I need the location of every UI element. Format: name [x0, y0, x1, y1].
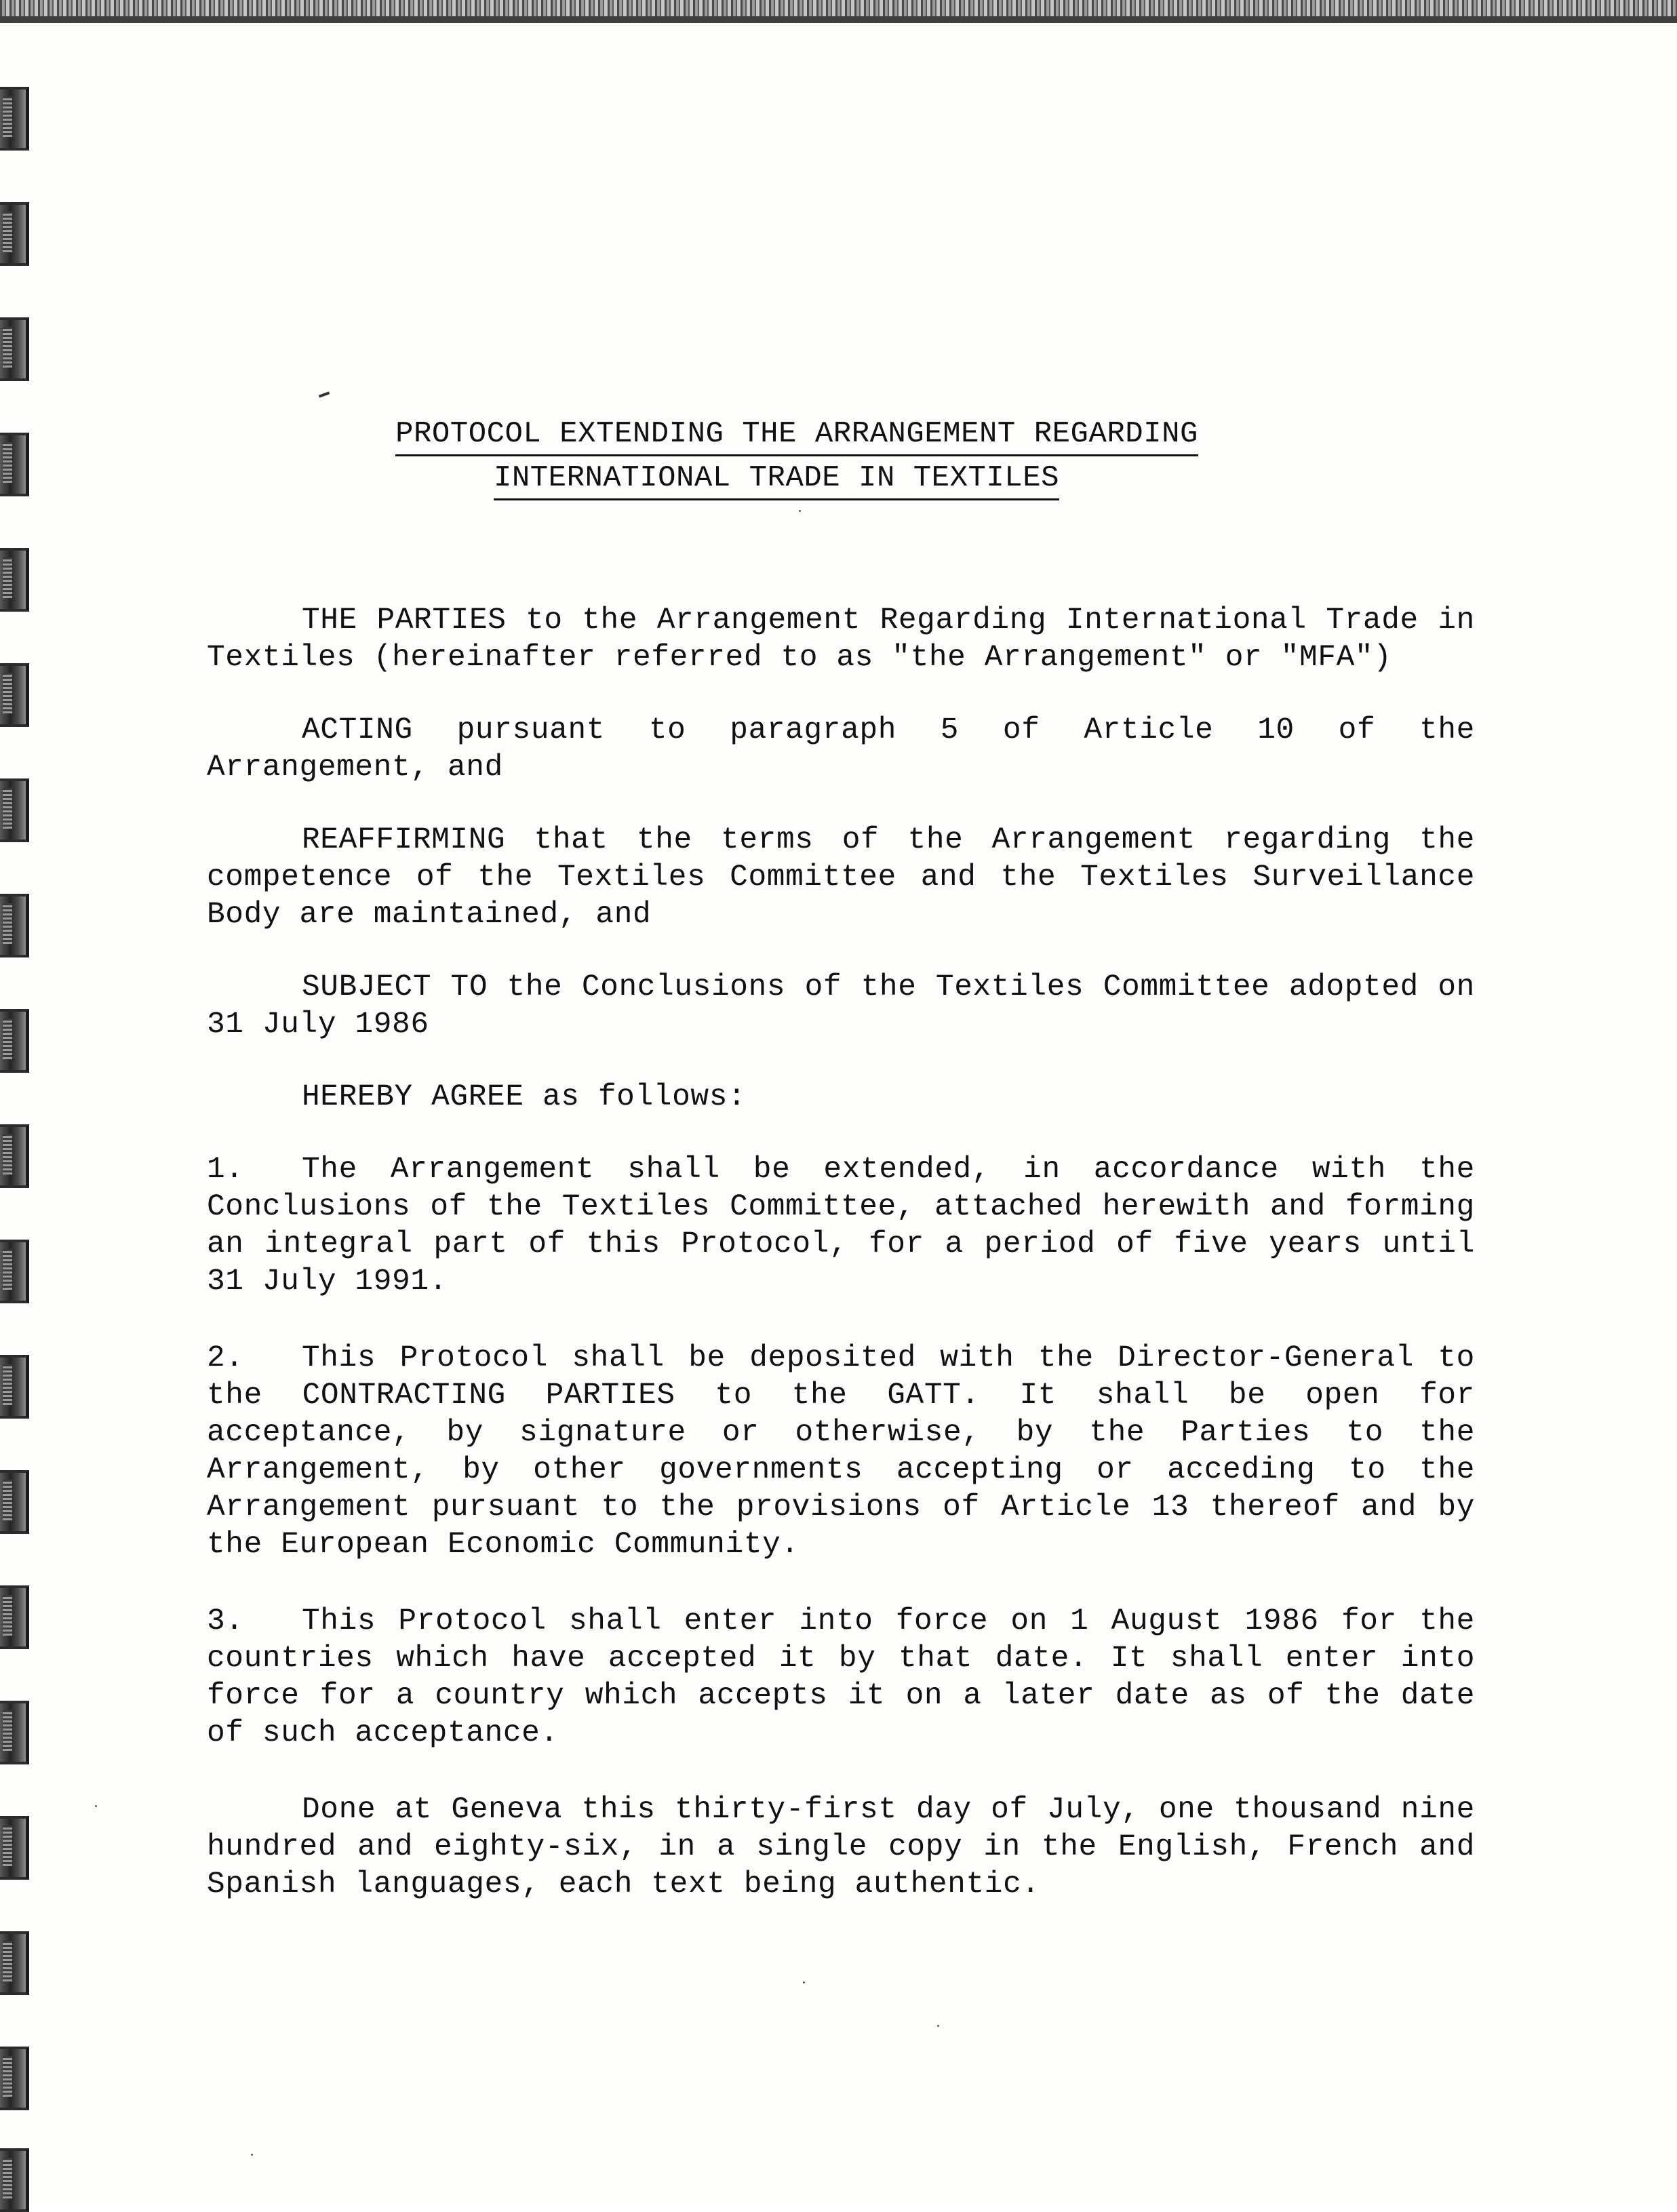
article-3	[207, 1603, 1475, 1752]
binding-hole	[0, 1585, 29, 1649]
article-number: 1.	[207, 1153, 244, 1187]
article-1	[207, 1151, 1475, 1301]
binding-hole	[0, 87, 29, 151]
article-number: 2.	[207, 1341, 244, 1375]
article-text: This Protocol shall enter into force on 1 August 1986 for the countries which have accepted it by that date. It shall enter into force for a country which accepts it on a later date as of the date of such acceptance.	[207, 1604, 1475, 1750]
binding-hole	[0, 894, 29, 957]
binding-hole	[0, 1009, 29, 1073]
article-text: The Arrangement shall be extended, in accordance with the Conclusions of the Textiles Committee, attached herewith and forming an integral part of this Protocol, for a period of five years until 31 July 1991.	[207, 1153, 1475, 1299]
binding-hole	[0, 1355, 29, 1419]
scan-speck	[251, 2154, 253, 2156]
binding-hole	[0, 317, 29, 381]
binding-holes	[0, 0, 33, 2202]
binding-hole	[0, 2148, 29, 2212]
article-2	[207, 1340, 1475, 1564]
pen-mark	[319, 391, 330, 397]
document-body	[207, 602, 1475, 1903]
binding-hole	[0, 1931, 29, 1995]
scan-edge-strip	[0, 0, 1677, 23]
preamble-hereby-agree: HEREBY AGREE as follows:	[302, 1080, 747, 1114]
binding-hole	[0, 202, 29, 266]
document-title	[285, 415, 1268, 500]
binding-hole	[0, 433, 29, 496]
article-text: This Protocol shall be deposited with the Director-General to the CONTRACTING PARTIES to the GATT. It shall be open for acceptance, by signature or otherwise, by the Parties to the Arrangement, by other governments accepting or acceding to the Arrangement pursuant to the provisions of Article 13 thereof and by the European Economic Community.	[207, 1341, 1475, 1562]
scan-speck	[937, 2025, 939, 2027]
preamble-reaffirming: REAFFIRMING that the terms of the Arrangement regarding the competence of the Textiles Committee and the Textiles Surveillance Body are maintained, and	[207, 823, 1475, 932]
binding-hole	[0, 1701, 29, 1764]
binding-hole	[0, 663, 29, 727]
title-line-2: INTERNATIONAL TRADE IN TEXTILES	[494, 459, 1059, 500]
scan-speck	[803, 1981, 805, 1983]
preamble-subject-to: SUBJECT TO the Conclusions of the Textiles Committee adopted on 31 July 1986	[207, 970, 1475, 1042]
binding-hole	[0, 2047, 29, 2110]
binding-hole	[0, 1240, 29, 1303]
binding-hole	[0, 1816, 29, 1880]
scan-speck	[799, 510, 801, 512]
preamble-acting: ACTING pursuant to paragraph 5 of Article 10 of the Arrangement, and	[207, 713, 1475, 785]
binding-hole	[0, 1470, 29, 1534]
scan-speck	[95, 1805, 97, 1807]
title-line-1: PROTOCOL EXTENDING THE ARRANGEMENT REGARDING	[395, 415, 1198, 456]
preamble-parties: THE PARTIES to the Arrangement Regarding International Trade in Textiles (hereinafter referred to as "the Arrangement" or "MFA")	[207, 604, 1475, 675]
article-number: 3.	[207, 1604, 244, 1638]
closing-paragraph: Done at Geneva this thirty-first day of July, one thousand nine hundred and eighty-six, in a single copy in the English, French and Spanish languages, each text being authentic.	[207, 1793, 1475, 1901]
binding-hole	[0, 1124, 29, 1188]
binding-hole	[0, 548, 29, 612]
binding-hole	[0, 778, 29, 842]
